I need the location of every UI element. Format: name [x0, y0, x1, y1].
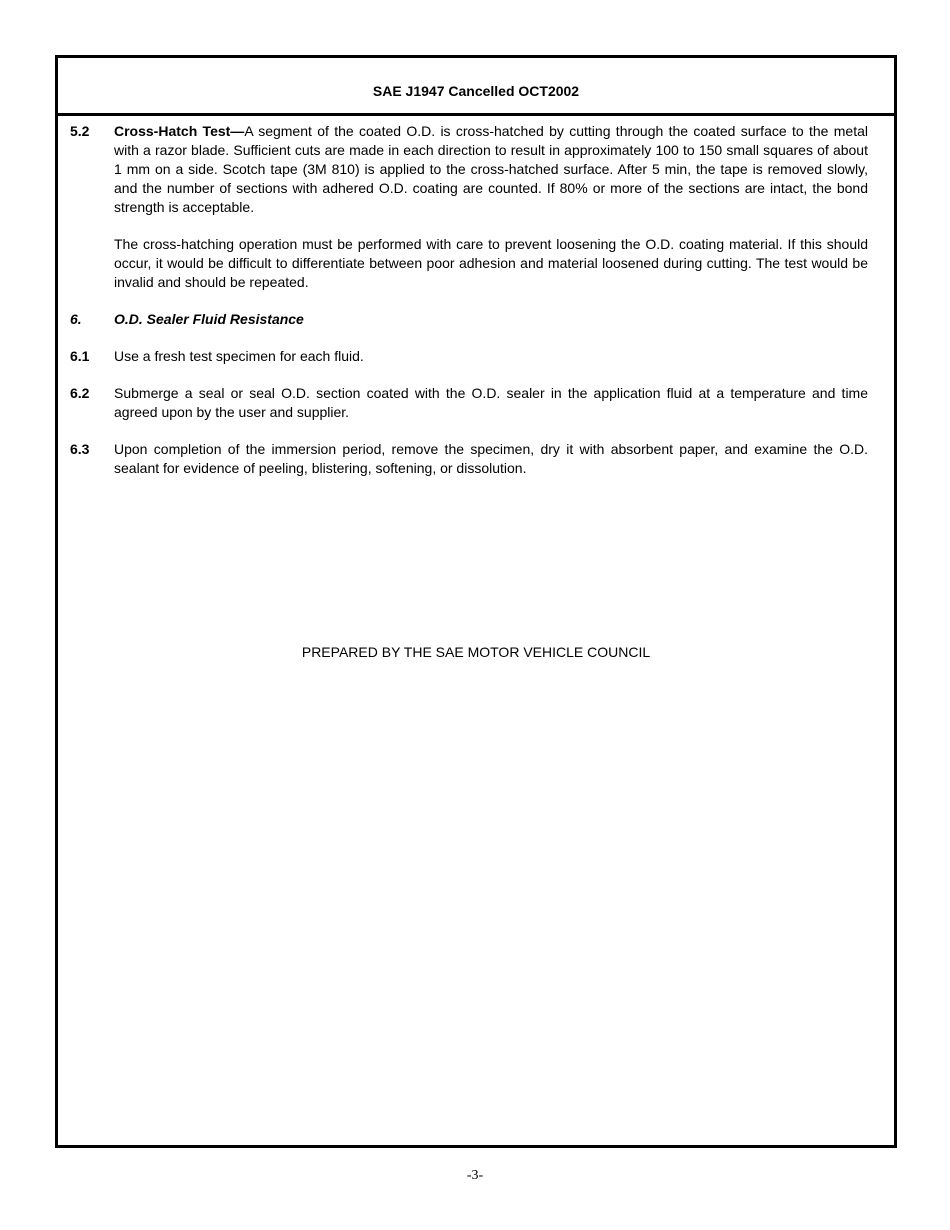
section-body [114, 122, 868, 292]
section-6 [70, 310, 868, 329]
page-number: -3- [466, 1168, 484, 1183]
section-text: Submerge a seal or seal O.D. section coated with the O.D. sealer in the application fluid at a temperature and time agreed upon by the user and supplier. [114, 385, 868, 420]
document-body [70, 122, 868, 496]
page-frame [55, 55, 897, 1148]
section-6-3 [70, 440, 868, 478]
section-number: 5.2 [70, 123, 90, 139]
section-lead: Cross-Hatch Test— [114, 123, 245, 139]
prepared-by-statement: PREPARED BY THE SAE MOTOR VEHICLE COUNCIL [301, 644, 651, 660]
section-text: A segment of the coated O.D. is cross-hatched by cutting through the coated surface to the metal with a razor blade. Sufficient cuts are made in each direction to result in approximately 100 to 150 small squares of about 1 mm on a side. Scotch tape (3M 810) is applied to the cross-hatched surface. After 5 min, the tape is removed slowly, and the number of sections with adhered O.D. coating are counted. If 80% or more of the sections are intact, the bond strength is acceptable. [114, 123, 868, 215]
section-number: 6. [70, 311, 82, 327]
section-text: Use a fresh test specimen for each fluid. [114, 348, 364, 364]
paragraph [114, 122, 868, 217]
section-number: 6.2 [70, 385, 90, 401]
page-header [58, 58, 894, 116]
section-heading: O.D. Sealer Fluid Resistance [114, 311, 304, 327]
section-5-2 [70, 122, 868, 292]
section-6-2 [70, 384, 868, 422]
paragraph-2: The cross-hatching operation must be performed with care to prevent loosening the O.D. coating material. If this should occur, it would be difficult to differentiate between poor adhesion and material loosened during cutting. The test would be invalid and should be repeated. [114, 236, 868, 290]
section-number: 6.1 [70, 348, 90, 364]
section-6-1 [70, 347, 868, 366]
section-number: 6.3 [70, 441, 90, 457]
document-title: SAE J1947 Cancelled OCT2002 [372, 83, 580, 99]
section-text: Upon completion of the immersion period, remove the specimen, dry it with absorbent paper, and examine the O.D. sealant for evidence of peeling, blistering, softening, or dissolution. [114, 441, 868, 476]
